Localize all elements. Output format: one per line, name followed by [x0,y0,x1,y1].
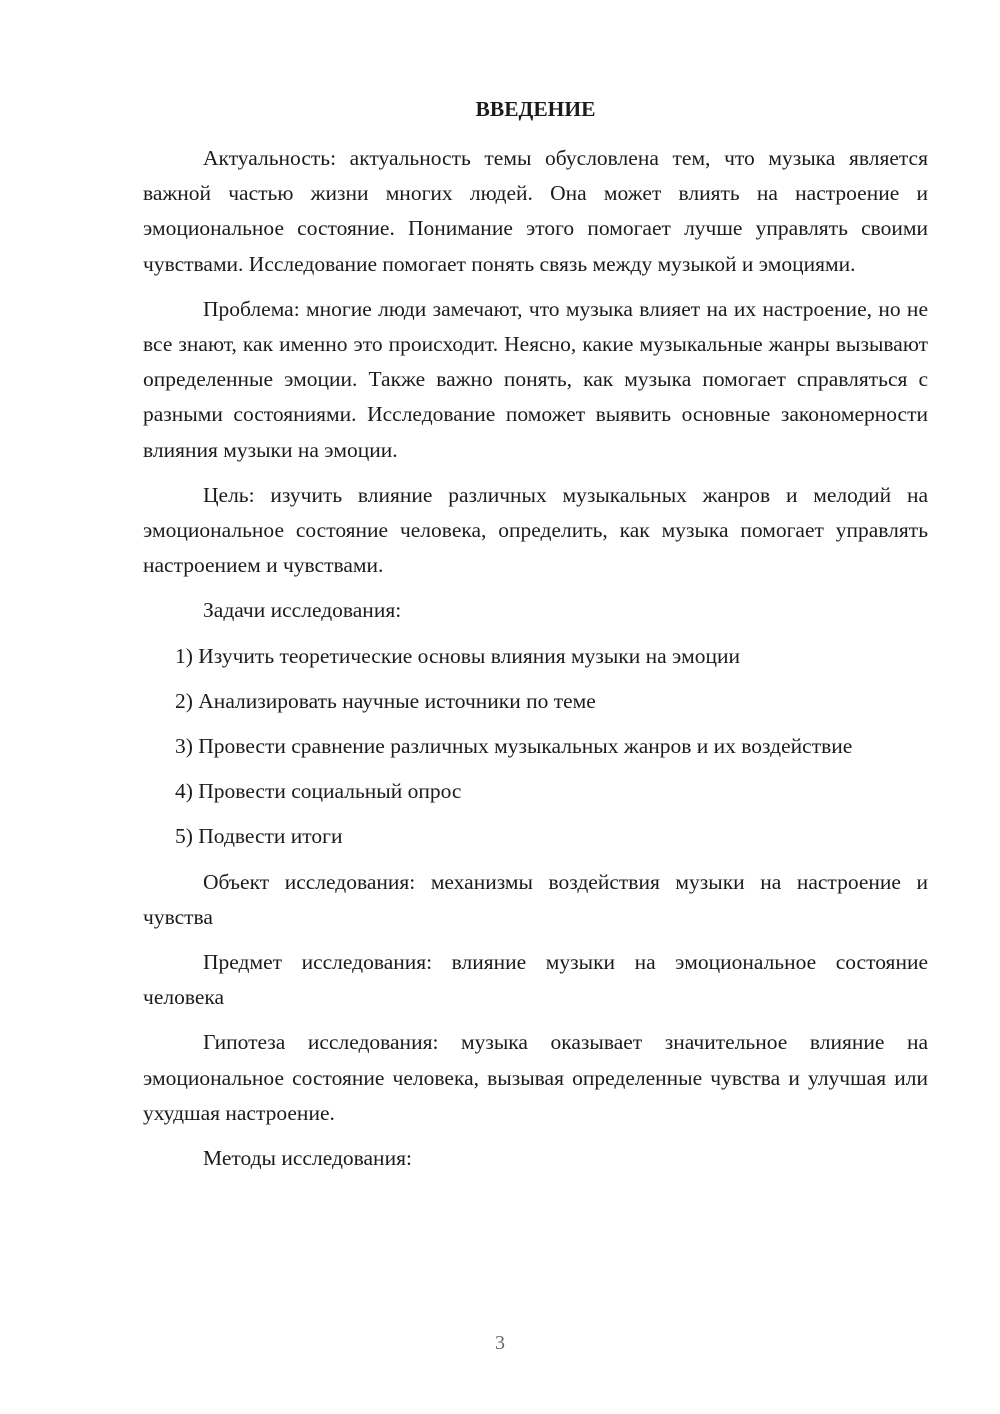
task-item-4: 4) Провести социальный опрос [175,779,462,804]
task-item-5: 5) Подвести итоги [175,824,343,849]
page-content [143,92,928,1186]
object-paragraph: Объект исследования: механизмы воздействия музыки на настроение и чувства [143,869,928,929]
goal-paragraph: Цель: изучить влияние различных музыкальных жанров и мелодий на эмоциональное состояние человека, определить, как музыка помогает управлять настроением и чувствами. [143,482,928,578]
tasks-heading: Задачи исследования: [203,598,402,623]
relevance-paragraph: Актуальность: актуальность темы обусловлена тем, что музыка является важной частью жизни многих людей. Она может влиять на настроение и эмоциональное состояние. Понимание этого помогает лучше управлять своими чувствами. Исследование помогает понять связь между музыкой и эмоциями. [143,146,928,276]
task-item-2: 2) Анализировать научные источники по теме [175,688,596,713]
page-number: 3 [495,1332,505,1354]
methods-heading: Методы исследования: [203,1146,412,1171]
subject-paragraph: Предмет исследования: влияние музыки на эмоциональное состояние человека [143,950,928,1010]
hypothesis-paragraph: Гипотеза исследования: музыка оказывает значительное влияние на эмоциональное состояние человека, вызывая определенные чувства и улучшая или ухудшая настроение. [143,1030,928,1125]
problem-paragraph: Проблема: многие люди замечают, что музыка влияет на их настроение, но не все знают, как именно это происходит. Неясно, какие музыкальные жанры вызывают определенные эмоции. Также важно понять, как музыка помогает справляться с разными состояниями. Исследование поможет выявить основные закономерности влияния музыки на эмоции. [143,296,928,462]
task-item-3: 3) Провести сравнение различных музыкальных жанров и их воздействие [175,734,853,759]
task-item-1: 1) Изучить теоретические основы влияния музыки на эмоции [175,643,740,668]
page-title: ВВЕДЕНИЕ [475,97,596,121]
